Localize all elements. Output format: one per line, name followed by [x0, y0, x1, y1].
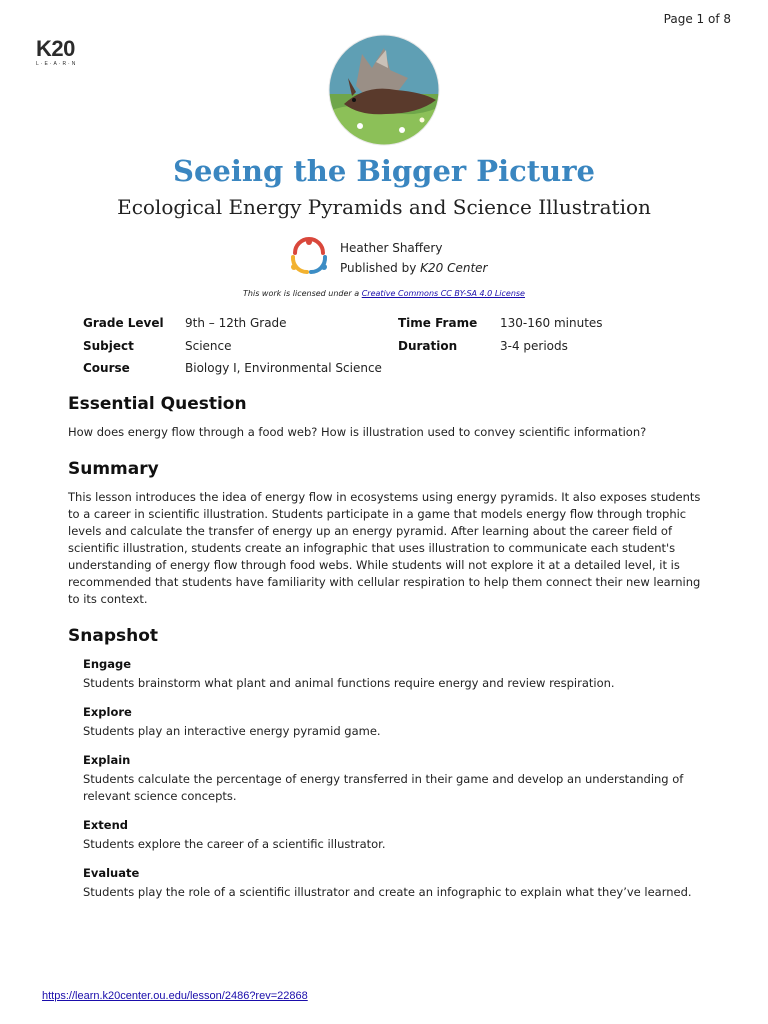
snapshot-item-evaluate	[83, 865, 713, 901]
meta-value: 3-4 periods	[500, 338, 568, 353]
meta-value: Science	[185, 338, 232, 353]
logo-subtext: L·E·A·R·N	[36, 61, 78, 67]
meta-value: Biology I, Environmental Science	[185, 361, 382, 375]
lesson-subtitle: Ecological Energy Pyramids and Science Illustration	[117, 195, 651, 219]
snapshot-phase: Evaluate	[83, 866, 140, 880]
meta-left-labels	[83, 312, 164, 380]
meta-value: 130-160 minutes	[500, 316, 603, 330]
footer-url-link[interactable]: https://learn.k20center.ou.edu/lesson/2486?rev=22868	[42, 990, 308, 1002]
snapshot-phase: Extend	[83, 818, 128, 832]
author-name: Heather Shaffery	[340, 241, 443, 255]
snapshot-phase: Explain	[83, 753, 131, 767]
essential-question-heading: Essential Question	[68, 394, 247, 414]
publisher-line	[340, 258, 487, 278]
snapshot-desc: Students play an interactive energy pyramid game.	[83, 724, 381, 738]
meta-value: 9th – 12th Grade	[185, 316, 287, 330]
meta-label: Course	[83, 361, 130, 375]
lesson-title: Seeing the Bigger Picture	[173, 154, 595, 188]
author-block	[340, 238, 487, 278]
license-line	[0, 289, 768, 298]
summary-text: This lesson introduces the idea of energy flow in ecosystems using energy pyramids. It also exposes students to a career in scientific illustration. Students participate in a game that models energy flow through trophic levels and calculate the transfer of energy up an energy pyramid. After learning about the career field of scientific illustration, students create an infographic that uses illustration to communicate each student's understanding of energy flow through food webs. While students will not explore it at a detailed level, it is recommended that students have familiarity with cellular respiration to help them connect their new learning to its context.	[68, 490, 701, 606]
author-icon	[289, 237, 329, 275]
snapshot-item-explain	[83, 752, 713, 805]
meta-left-values	[185, 312, 382, 380]
snapshot-phase: Explore	[83, 705, 132, 719]
k20-logo[interactable]	[36, 38, 77, 67]
meta-right-values	[500, 312, 603, 357]
snapshot-desc: Students brainstorm what plant and animal functions require energy and review respiration.	[83, 676, 615, 690]
meta-label: Subject	[83, 338, 134, 353]
license-link[interactable]: Creative Commons CC BY-SA 4.0 License	[361, 289, 525, 298]
snapshot-desc: Students play the role of a scientific illustrator and create an infographic to explain what they’ve learned.	[83, 885, 692, 899]
summary-heading: Summary	[68, 459, 159, 479]
snapshot-desc: Students explore the career of a scientific illustrator.	[83, 837, 386, 851]
snapshot-item-extend	[83, 817, 713, 853]
meta-label: Grade Level	[83, 316, 164, 330]
snapshot-desc: Students calculate the percentage of energy transferred in their game and develop an understanding of relevant science concepts.	[83, 772, 684, 803]
snapshot-phase: Engage	[83, 657, 132, 671]
meta-right-labels	[398, 312, 477, 357]
snapshot-item-explore	[83, 704, 713, 740]
license-prefix: This work is licensed under a	[243, 289, 362, 298]
meta-label: Duration	[398, 338, 458, 353]
meta-label: Time Frame	[398, 316, 478, 330]
lesson-hero-image	[326, 34, 442, 146]
snapshot-item-engage	[83, 656, 713, 692]
publisher-name: K20 Center	[420, 261, 488, 275]
snapshot-heading: Snapshot	[68, 626, 159, 646]
published-prefix: Published by	[340, 261, 421, 275]
essential-question-text: How does energy flow through a food web? How is illustration used to convey scientific information?	[68, 425, 647, 439]
page-number: Page 1 of 8	[663, 12, 731, 26]
logo-text: K20	[36, 36, 75, 61]
